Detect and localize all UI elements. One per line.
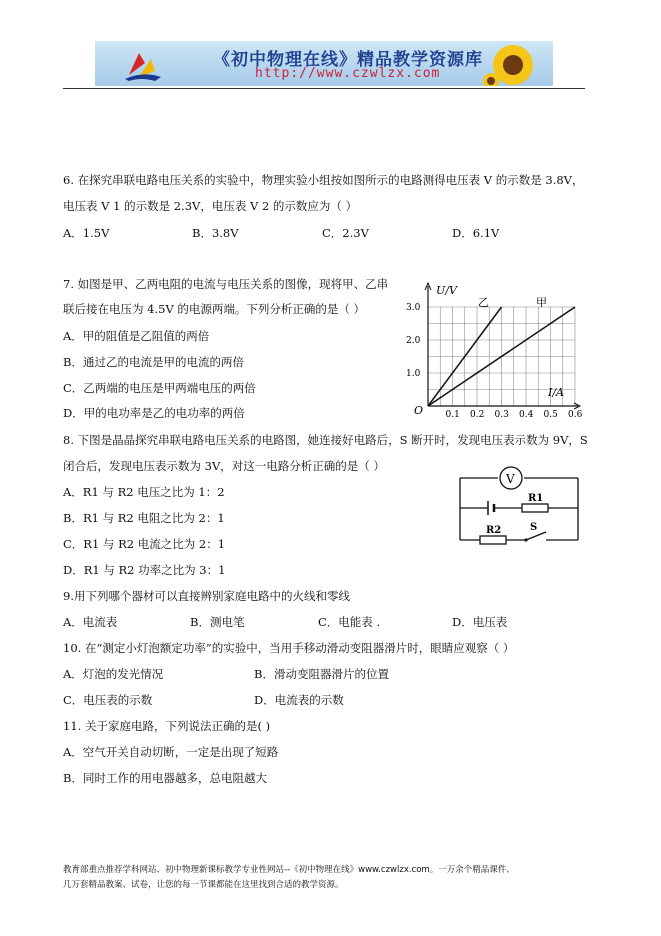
header-banner [95,41,553,86]
footer-line1: 教育部重点推荐学科网站、初中物理新课标教学专业性网站--《初中物理在线》www.czwlzx.com。一万余个精品课件、 [63,865,515,875]
q6-line1: 6. 在探究串联电路电压关系的实验中，物理实验小组按如图所示的电路测得电压表 V 的示数是 3.8V， [63,173,584,187]
q8-line2: 闭合后，发现电压表示数为 3V，对这一电路分析正确的是（ ） [63,459,385,473]
q6-option-d: D．6.1V [452,226,500,240]
q6-option-a: A．1.5V [63,226,110,240]
q10-option-c: C．电压表的示数 [63,693,153,707]
resistor-r1 [522,504,548,512]
r2-label: R2 [486,525,502,536]
q11-option-a: A．空气开关自动切断，一定是出现了短路 [63,745,279,759]
x-tick-label: 0.5 [543,410,558,418]
q7-option-d: D．甲的电功率是乙的电功率的两倍 [63,406,245,420]
q7-option-b: B．通过乙的电流是甲的电流的两倍 [63,355,244,369]
q8-line1: 8. 下图是晶晶探究串联电路电压关系的电路图，她连接好电路后，S 断开时，发现电压表示数为 9V，S [63,433,588,447]
q9-option-c: C．电能表 . [318,615,381,629]
switch-label: S [530,522,538,533]
logo-blue-swoosh [125,74,161,81]
q9-option-a: A．电流表 [63,615,118,629]
y-axis-label: U/V [436,284,457,297]
q6-option-b: B．3.8V [192,226,239,240]
x-tick-label: 0.3 [494,410,509,418]
q7-line2: 联后接在电压为 4.5V 的电源两端。下列分析正确的是（ ） [63,302,366,316]
y-tick-label: 1.0 [406,369,421,379]
q8-option-a: A．R1 与 R2 电压之比为 1：2 [63,485,225,499]
q9-option-d: D．电压表 [452,615,508,629]
q10-line1: 10. 在“测定小灯泡额定功率”的实验中，当用手移动滑动变阻器滑片时，眼睛应观察（ ） [63,641,515,655]
x-axis-label: I/A [548,386,564,399]
x-tick-label: 0.6 [568,410,583,418]
q8-option-b: B．R1 与 R2 电阻之比为 2：1 [63,511,225,525]
q10-option-a: A．灯泡的发光情况 [63,667,164,681]
line-yi-label: 乙 [478,296,489,309]
q6-line2: 电压表 V 1 的示数是 2.3V，电压表 V 2 的示数应为（ ） [63,199,358,213]
y-tick-label: 3.0 [406,303,421,313]
q10-option-b: B．滑动变阻器滑片的位置 [254,667,389,681]
q8-option-d: D．R1 与 R2 功率之比为 3：1 [63,563,226,577]
x-tick-label: 0.4 [519,410,534,418]
q7-line1: 7. 如图是甲、乙两电阻的电流与电压关系的图像，现将甲、乙串 [63,277,389,291]
q7-option-a: A．甲的阻值是乙阻值的两倍 [63,329,210,343]
circuit-diagram [450,460,585,548]
ui-graph [398,278,588,418]
q11-option-b: B．同时工作的用电器越多，总电阻越大 [63,771,267,785]
q8-option-c: C．R1 与 R2 电流之比为 2：1 [63,537,226,551]
footer-line2: 几万套精品教案、试卷，让您的每一节课都能在这里找到合适的教学资源。 [63,880,344,890]
header-title: 《初中物理在线》精品教学资源库 [213,50,483,70]
q11-line1: 11. 关于家庭电路，下列说法正确的是( ) [63,719,271,733]
y-tick-label: 2.0 [406,336,421,346]
q9-line1: 9.用下列哪个器材可以直接辨别家庭电路中的火线和零线 [63,589,350,603]
sunflower-center [503,55,523,75]
r1-label: R1 [528,493,544,504]
header-divider [63,88,585,89]
resistor-r2 [480,536,506,544]
x-tick-label: 0.1 [445,410,460,418]
header-url[interactable]: http://www.czwlzx.com [255,66,441,81]
q10-option-d: D．电流表的示数 [254,693,344,707]
x-tick-label: 0.2 [470,410,485,418]
q6-option-c: C．2.3V [322,226,369,240]
q7-option-c: C．乙两端的电压是甲两端电压的两倍 [63,381,256,395]
switch-blade [526,532,546,540]
q9-option-b: B．测电笔 [190,615,245,629]
line-jia-label: 甲 [536,296,547,309]
voltmeter-label: V [506,472,515,486]
origin-label: O [414,404,424,417]
